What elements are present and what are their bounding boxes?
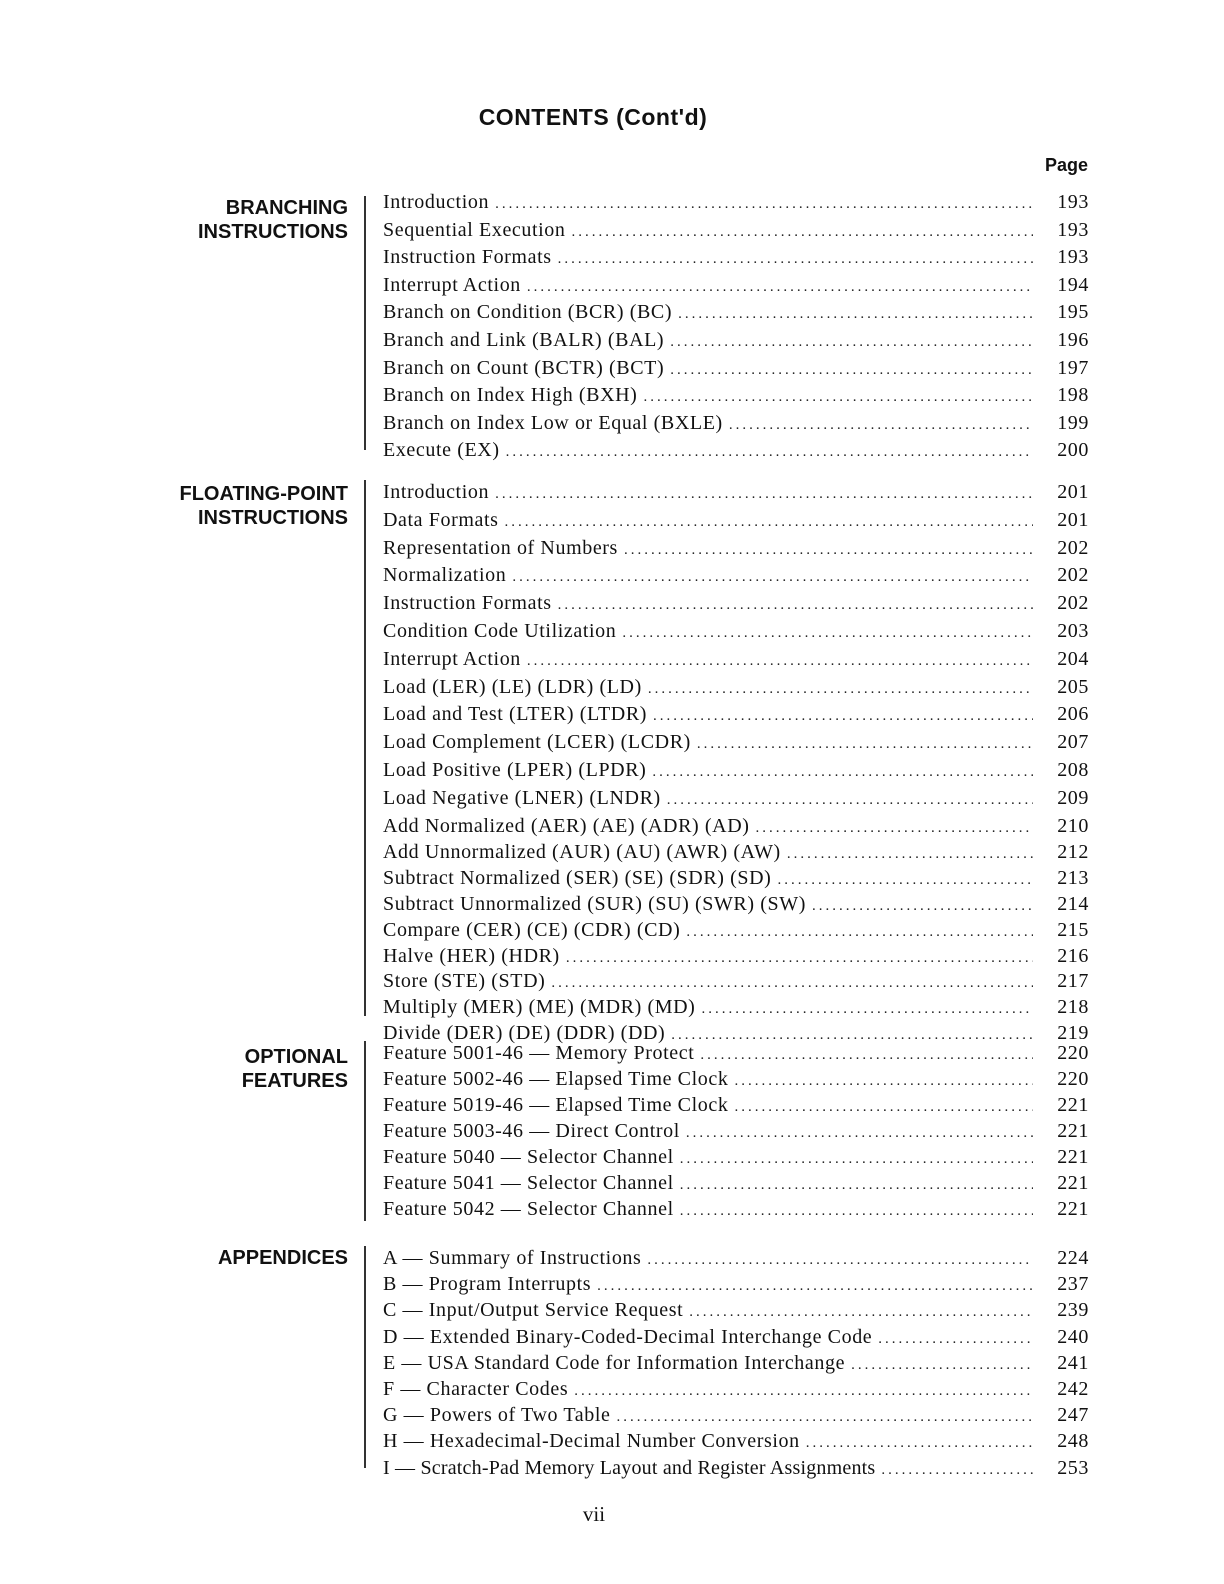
entry-page: 220 <box>1057 1068 1089 1090</box>
leader-dots <box>597 1274 1033 1298</box>
entry-page: 197 <box>1057 356 1089 379</box>
section-divider <box>364 1041 366 1221</box>
toc-entry[interactable] <box>383 383 1089 411</box>
entry-page: 221 <box>1057 1172 1089 1194</box>
leader-dots <box>653 704 1033 730</box>
toc-entry[interactable] <box>383 1246 1089 1272</box>
leader-dots <box>495 192 1033 218</box>
entry-page: 202 <box>1057 536 1089 559</box>
leader-dots <box>512 565 1033 591</box>
entry-title: Branch on Count (BCTR) (BCT) <box>383 356 665 379</box>
leader-dots <box>652 760 1033 786</box>
toc-entries <box>383 1246 1089 1482</box>
toc-entry[interactable] <box>383 328 1089 356</box>
toc-entry[interactable] <box>383 1456 1089 1482</box>
entry-page: 215 <box>1057 918 1089 941</box>
leader-dots <box>506 440 1033 466</box>
entry-title: Instruction Formats <box>383 246 552 269</box>
toc-entry[interactable] <box>383 814 1089 842</box>
section-label-line: INSTRUCTIONS <box>198 221 348 243</box>
toc-entry[interactable] <box>383 1272 1089 1298</box>
toc-entry[interactable] <box>383 730 1089 758</box>
entry-page: 216 <box>1057 944 1089 967</box>
leader-dots <box>734 1069 1033 1093</box>
entry-title: I — Scratch-Pad Memory Layout and Register Assignments <box>383 1456 876 1479</box>
leader-dots <box>558 247 1033 273</box>
leader-dots <box>680 1147 1033 1171</box>
toc-entry[interactable] <box>383 1351 1089 1377</box>
entry-title: C — Input/Output Service Request <box>383 1299 684 1322</box>
entry-page: 217 <box>1057 970 1089 993</box>
entry-title: E — USA Standard Code for Information Interchange <box>383 1351 846 1374</box>
leader-dots <box>572 220 1033 246</box>
toc-entry[interactable] <box>383 1377 1089 1403</box>
leader-dots <box>624 538 1033 564</box>
section-label-line: APPENDICES <box>217 1247 348 1269</box>
entry-title: Subtract Normalized (SER) (SE) (SDR) (SD) <box>383 867 772 890</box>
entry-title: G — Powers of Two Table <box>383 1404 611 1427</box>
toc-entry[interactable] <box>383 1041 1089 1067</box>
leader-dots <box>648 677 1033 703</box>
toc-entries <box>383 1041 1089 1223</box>
toc-entry[interactable] <box>383 356 1089 384</box>
entry-title: A — Summary of Instructions <box>383 1247 642 1269</box>
section-label <box>120 1045 348 1093</box>
leader-dots <box>495 482 1033 508</box>
entry-title: H — Hexadecimal-Decimal Number Conversion <box>383 1430 800 1453</box>
toc-entry[interactable] <box>383 996 1089 1022</box>
entry-title: Load and Test (LTER) (LTDR) <box>383 703 648 726</box>
entry-title: Instruction Formats <box>383 592 552 615</box>
section-divider <box>364 480 366 1016</box>
toc-entry[interactable] <box>383 1325 1089 1351</box>
leader-dots <box>566 947 1033 971</box>
toc-entry[interactable] <box>383 919 1089 945</box>
entry-title: Branch on Condition (BCR) (BC) <box>383 301 673 324</box>
entry-title: Halve (HER) (HDR) <box>383 944 560 967</box>
leader-dots <box>787 843 1033 867</box>
entry-title: Add Normalized (AER) (AE) (ADR) (AD) <box>383 814 750 837</box>
entry-page: 198 <box>1057 384 1089 407</box>
toc-entry[interactable] <box>383 300 1089 328</box>
toc-entry[interactable] <box>383 1197 1089 1223</box>
leader-dots <box>812 895 1033 919</box>
leader-dots <box>647 1248 1033 1272</box>
toc-entry[interactable] <box>383 1093 1089 1119</box>
leader-dots <box>622 621 1033 647</box>
toc-entry[interactable] <box>383 786 1089 814</box>
entry-page: 201 <box>1057 481 1089 503</box>
entry-page: 213 <box>1057 867 1089 890</box>
toc-entry[interactable] <box>383 1429 1089 1455</box>
entry-page: 224 <box>1057 1247 1089 1269</box>
entry-title: Store (STE) (STD) <box>383 970 546 993</box>
entry-page: 207 <box>1057 731 1089 754</box>
entry-title: Feature 5042 — Selector Channel <box>383 1198 674 1220</box>
entry-page: 202 <box>1057 564 1089 587</box>
entry-title: Sequential Execution <box>383 218 566 241</box>
entry-page: 218 <box>1057 996 1089 1019</box>
toc-entry[interactable] <box>383 438 1089 466</box>
leader-dots <box>734 1095 1033 1119</box>
leader-dots <box>881 1458 1033 1482</box>
leader-dots <box>878 1327 1033 1351</box>
entry-title: Interrupt Action <box>383 273 521 296</box>
entry-page: 205 <box>1057 675 1089 698</box>
leader-dots <box>558 593 1033 619</box>
entry-page: 203 <box>1057 619 1089 642</box>
entry-page: 193 <box>1057 191 1089 213</box>
entry-page: 212 <box>1057 841 1089 864</box>
leader-dots <box>680 1199 1033 1223</box>
section-label <box>120 482 348 530</box>
toc-entry[interactable] <box>383 1145 1089 1171</box>
entry-page: 214 <box>1057 892 1089 915</box>
toc-entry[interactable] <box>383 245 1089 273</box>
leader-dots <box>686 1121 1033 1145</box>
toc-entry[interactable] <box>383 1403 1089 1429</box>
entry-page: 221 <box>1057 1120 1089 1142</box>
page-number: vii <box>582 1502 606 1526</box>
entry-title: Branch on Index Low or Equal (BXLE) <box>383 411 723 434</box>
leader-dots <box>527 649 1033 675</box>
toc-entry[interactable] <box>383 758 1089 786</box>
entry-title: Normalization <box>383 564 507 587</box>
entry-title: Load Negative (LNER) (LNDR) <box>383 786 661 809</box>
toc-entries <box>383 480 1089 1048</box>
leader-dots <box>643 385 1033 411</box>
entry-title: Feature 5003-46 — Direct Control <box>383 1120 680 1142</box>
entry-page: 248 <box>1057 1430 1089 1453</box>
entry-title: B — Program Interrupts <box>383 1273 592 1296</box>
entry-page: 195 <box>1057 301 1089 324</box>
leader-dots <box>689 1300 1033 1324</box>
leader-dots <box>729 413 1033 439</box>
toc-entry[interactable] <box>383 1119 1089 1145</box>
entry-title: F — Character Codes <box>383 1378 569 1401</box>
entry-page: 221 <box>1057 1198 1089 1220</box>
entry-page: 210 <box>1057 814 1089 837</box>
toc-entry[interactable] <box>383 273 1089 301</box>
section-label <box>120 1246 348 1270</box>
leader-dots <box>616 1405 1033 1429</box>
entry-page: 220 <box>1057 1042 1089 1064</box>
entry-page: 201 <box>1057 508 1089 531</box>
section-label-line: FEATURES <box>241 1070 348 1092</box>
toc-entry[interactable] <box>383 563 1089 591</box>
entry-title: Representation of Numbers <box>383 536 618 559</box>
entry-page: 206 <box>1057 703 1089 726</box>
toc-entry[interactable] <box>383 218 1089 246</box>
entry-title: Interrupt Action <box>383 647 521 670</box>
entry-title: Feature 5019-46 — Elapsed Time Clock <box>383 1094 729 1116</box>
toc-entry[interactable] <box>383 591 1089 619</box>
toc-entry[interactable] <box>383 1298 1089 1324</box>
leader-dots <box>527 275 1033 301</box>
entry-page: 193 <box>1057 246 1089 269</box>
page-title: CONTENTS (Cont'd) <box>478 104 708 130</box>
entry-page: 219 <box>1057 1021 1089 1044</box>
entry-page: 221 <box>1057 1094 1089 1116</box>
entry-page: 247 <box>1057 1404 1089 1427</box>
entry-page: 200 <box>1057 439 1089 462</box>
entry-title: Introduction <box>383 481 490 503</box>
toc-entry[interactable] <box>383 480 1089 508</box>
toc-entry[interactable] <box>383 647 1089 675</box>
entry-page: 193 <box>1057 218 1089 241</box>
entry-title: Feature 5001-46 — Memory Protect <box>383 1042 695 1064</box>
entry-page: 237 <box>1057 1273 1089 1296</box>
entry-title: Branch on Index High (BXH) <box>383 384 638 407</box>
entry-title: Branch and Link (BALR) (BAL) <box>383 328 665 351</box>
toc-entry[interactable] <box>383 675 1089 703</box>
toc-entry[interactable] <box>383 190 1089 218</box>
entry-page: 208 <box>1057 758 1089 781</box>
toc-entries <box>383 190 1089 466</box>
toc-entry[interactable] <box>383 411 1089 439</box>
toc-entry[interactable] <box>383 970 1089 996</box>
entry-title: Multiply (MER) (ME) (MDR) (MD) <box>383 996 696 1019</box>
entry-page: 242 <box>1057 1378 1089 1401</box>
entry-title: Load Complement (LCER) (LCDR) <box>383 731 691 754</box>
leader-dots <box>678 302 1033 328</box>
leader-dots <box>806 1431 1033 1455</box>
section-label <box>120 196 348 244</box>
toc-entry[interactable] <box>383 1171 1089 1197</box>
leader-dots <box>701 998 1033 1022</box>
entry-title: D — Extended Binary-Coded-Decimal Interchange Code <box>383 1325 873 1348</box>
entry-page: 240 <box>1057 1325 1089 1348</box>
entry-title: Add Unnormalized (AUR) (AU) (AWR) (AW) <box>383 841 781 864</box>
section-label-line: FLOATING-POINT <box>179 483 348 505</box>
entry-title: Feature 5041 — Selector Channel <box>383 1172 674 1194</box>
entry-title: Data Formats <box>383 508 499 531</box>
toc-entry[interactable] <box>383 945 1089 971</box>
page-column-header: Page <box>1044 155 1088 175</box>
entry-page: 241 <box>1057 1351 1089 1374</box>
leader-dots <box>670 358 1033 384</box>
toc-entry[interactable] <box>383 619 1089 647</box>
toc-entry[interactable] <box>383 1067 1089 1093</box>
leader-dots <box>700 1043 1033 1067</box>
entry-page: 196 <box>1057 328 1089 351</box>
section-label-line: BRANCHING <box>225 197 348 219</box>
toc-entry[interactable] <box>383 702 1089 730</box>
entry-title: Feature 5002-46 — Elapsed Time Clock <box>383 1068 729 1090</box>
toc-entry[interactable] <box>383 841 1089 867</box>
entry-title: Feature 5040 — Selector Channel <box>383 1146 674 1168</box>
leader-dots <box>680 1173 1033 1197</box>
toc-entry[interactable] <box>383 893 1089 919</box>
leader-dots <box>505 510 1033 536</box>
entry-page: 209 <box>1057 786 1089 809</box>
toc-entry[interactable] <box>383 867 1089 893</box>
leader-dots <box>851 1353 1033 1377</box>
leader-dots <box>667 788 1033 814</box>
toc-entry[interactable] <box>383 508 1089 536</box>
entry-title: Load Positive (LPER) (LPDR) <box>383 758 647 781</box>
entry-page: 194 <box>1057 273 1089 296</box>
leader-dots <box>670 330 1033 356</box>
entry-page: 204 <box>1057 647 1089 670</box>
entry-page: 202 <box>1057 592 1089 615</box>
entry-title: Divide (DER) (DE) (DDR) (DD) <box>383 1021 666 1044</box>
leader-dots <box>697 732 1033 758</box>
leader-dots <box>756 816 1033 842</box>
leader-dots <box>686 921 1033 945</box>
toc-entry[interactable] <box>383 536 1089 564</box>
entry-page: 221 <box>1057 1146 1089 1168</box>
entry-title: Subtract Unnormalized (SUR) (SU) (SWR) (SW) <box>383 892 806 915</box>
leader-dots <box>574 1379 1033 1403</box>
entry-title: Execute (EX) <box>383 439 500 462</box>
section-label-line: OPTIONAL <box>244 1046 348 1068</box>
leader-dots <box>777 869 1033 893</box>
entry-title: Introduction <box>383 191 490 213</box>
section-divider <box>364 196 366 450</box>
section-divider <box>364 1246 366 1468</box>
entry-title: Condition Code Utilization <box>383 619 617 642</box>
section-label-line: INSTRUCTIONS <box>198 507 348 529</box>
entry-title: Load (LER) (LE) (LDR) (LD) <box>383 675 642 698</box>
entry-title: Compare (CER) (CE) (CDR) (CD) <box>383 918 681 941</box>
entry-page: 199 <box>1057 411 1089 434</box>
entry-page: 253 <box>1057 1456 1089 1479</box>
leader-dots <box>551 972 1033 996</box>
entry-page: 239 <box>1057 1299 1089 1322</box>
